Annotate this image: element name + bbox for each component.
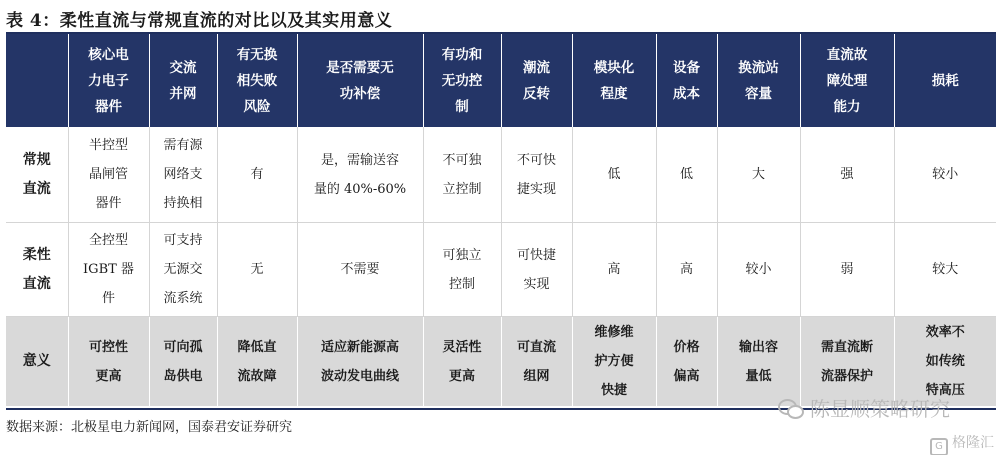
table-cell: 低 [656,127,717,223]
comparison-table [6,34,996,406]
table-cell: 需直流断 流器保护 [800,317,894,407]
table-cell: 较大 [894,223,996,317]
wechat-icon [778,399,804,419]
watermark-text: 陈显顺策略研究 [810,397,950,421]
header-ac-grid: 交流 并网 [149,34,217,127]
table-cell: 价格 偏高 [656,317,717,407]
table-cell: 灵活性 更高 [423,317,501,407]
watermark [778,393,950,422]
table-cell: 无 [217,223,297,317]
table-cell: 不需要 [297,223,423,317]
table-cell: 可向孤 岛供电 [149,317,217,407]
header-equipment-cost: 设备 成本 [656,34,717,127]
row-label: 常规 直流 [6,127,68,223]
row-label: 柔性 直流 [6,223,68,317]
table-title: 表 4：柔性直流与常规直流的对比以及其实用意义 [6,11,393,31]
source-note: 数据来源：北极星电力新闻网，国泰君安证券研究 [6,420,293,435]
table-row-flexible-dc [6,223,996,317]
table-cell: 高 [656,223,717,317]
table-cell: 适应新能源高 波动发电曲线 [297,317,423,407]
table-cell: 是，需输送容 量的 40%-60% [297,127,423,223]
table-cell: 可独立 控制 [423,223,501,317]
row-label: 意义 [6,317,68,407]
header-power-control: 有功和 无功控 制 [423,34,501,127]
table-cell: 输出容 量低 [717,317,800,407]
header-fault-handling: 直流故 障处理 能力 [800,34,894,127]
table-cell: 强 [800,127,894,223]
table-cell: 大 [717,127,800,223]
table-cell: 半控型 晶闸管 器件 [68,127,149,223]
header-modularity: 模块化 程度 [572,34,656,127]
header-loss: 损耗 [894,34,996,127]
logo-text: 格隆汇 [952,435,994,451]
header-corner [6,34,68,127]
table-cell: 效率不 如传统 特高压 [894,317,996,407]
table-row-conventional-dc [6,127,996,223]
table-cell: 需有源 网络支 持换相 [149,127,217,223]
table-cell: 可支持 无源交 流系统 [149,223,217,317]
table-cell: 不可快 捷实现 [501,127,572,223]
table-cell: 可快捷 实现 [501,223,572,317]
table-cell: 维修维 护方便 快捷 [572,317,656,407]
header-row [6,34,996,127]
table-cell: 较小 [717,223,800,317]
table-cell: 降低直 流故障 [217,317,297,407]
logo [930,432,994,455]
header-station-capacity: 换流站 容量 [717,34,800,127]
table-cell: 高 [572,223,656,317]
table-cell: 不可独 立控制 [423,127,501,223]
header-commutation-failure: 有无换 相失败 风险 [217,34,297,127]
table-cell: 较小 [894,127,996,223]
table-cell: 弱 [800,223,894,317]
table-cell: 全控型 IGBT 器 件 [68,223,149,317]
header-reactive-compensation: 是否需要无 功补偿 [297,34,423,127]
table-cell: 可控性 更高 [68,317,149,407]
logo-icon: G [930,438,948,455]
table-cell: 低 [572,127,656,223]
header-power-reversal: 潮流 反转 [501,34,572,127]
header-core-device: 核心电 力电子 器件 [68,34,149,127]
table-cell: 有 [217,127,297,223]
table-cell: 可直流 组网 [501,317,572,407]
